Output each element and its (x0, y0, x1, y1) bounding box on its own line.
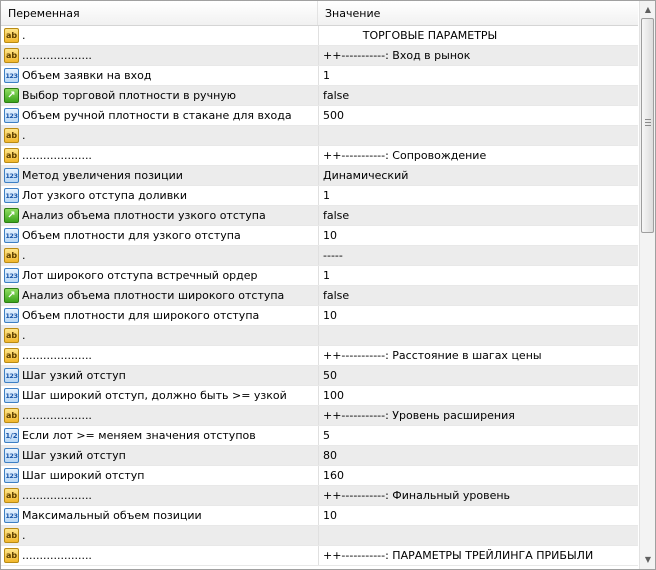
variable-value[interactable]: false (323, 289, 350, 302)
column-header-variable[interactable]: Переменная (1, 1, 318, 25)
integer-type-icon: 123 (4, 268, 19, 283)
variable-name: .................... (22, 549, 92, 562)
table-row[interactable] (1, 26, 638, 46)
table-row[interactable] (1, 186, 638, 206)
integer-type-icon: 123 (4, 228, 19, 243)
variable-name: Анализ объема плотности узкого отступа (22, 209, 266, 222)
variable-name: . (22, 249, 26, 262)
variable-value[interactable]: 50 (323, 369, 337, 382)
variable-value[interactable]: 100 (323, 389, 344, 402)
table-header (1, 1, 638, 26)
table-row[interactable] (1, 66, 638, 86)
variable-name: . (22, 329, 26, 342)
boolean-type-icon: ↗ (4, 288, 19, 303)
double-type-icon: 1/2 (4, 428, 19, 443)
boolean-type-icon: ↗ (4, 88, 19, 103)
variable-value[interactable] (323, 326, 635, 345)
string-type-icon: ab (4, 548, 19, 563)
table-row[interactable] (1, 246, 638, 266)
variable-name: Анализ объема плотности широкого отступа (22, 289, 285, 302)
table-row[interactable] (1, 226, 638, 246)
string-type-icon: ab (4, 248, 19, 263)
table-row[interactable] (1, 106, 638, 126)
string-type-icon: ab (4, 348, 19, 363)
variable-name: Объем плотности для широкого отступа (22, 309, 260, 322)
table-row[interactable] (1, 126, 638, 146)
variable-name: Шаг узкий отступ (22, 449, 126, 462)
boolean-type-icon: ↗ (4, 208, 19, 223)
table-row[interactable] (1, 386, 638, 406)
table-row[interactable] (1, 86, 638, 106)
variable-name: .................... (22, 349, 92, 362)
variable-value[interactable]: ТОРГОВЫЕ ПАРАМЕТРЫ (362, 29, 498, 42)
variable-value[interactable]: 500 (323, 109, 344, 122)
string-type-icon: ab (4, 48, 19, 63)
variable-value[interactable]: 10 (323, 229, 337, 242)
integer-type-icon: 123 (4, 468, 19, 483)
variable-value[interactable]: 1 (323, 69, 330, 82)
variable-value[interactable]: ++-----------: Расстояние в шагах цены (323, 349, 542, 362)
variable-name: . (22, 29, 26, 42)
variable-name: .................... (22, 149, 92, 162)
table-row[interactable] (1, 406, 638, 426)
variable-name: .................... (22, 409, 92, 422)
table-row[interactable] (1, 46, 638, 66)
integer-type-icon: 123 (4, 68, 19, 83)
variable-name: . (22, 129, 26, 142)
variable-value[interactable]: false (323, 209, 350, 222)
variable-name: Шаг широкий отступ, должно быть >= узкой (22, 389, 287, 402)
table-row[interactable] (1, 346, 638, 366)
variable-name: Метод увеличения позиции (22, 169, 183, 182)
string-type-icon: ab (4, 488, 19, 503)
variable-name: Шаг широкий отступ (22, 469, 145, 482)
variable-value[interactable] (323, 126, 635, 145)
string-type-icon: ab (4, 328, 19, 343)
variable-value[interactable]: 10 (323, 509, 337, 522)
table-row[interactable] (1, 486, 638, 506)
table-row[interactable] (1, 306, 638, 326)
variable-name: Шаг узкий отступ (22, 369, 126, 382)
integer-type-icon: 123 (4, 308, 19, 323)
variable-name: . (22, 529, 26, 542)
variable-value[interactable]: Динамический (323, 169, 409, 182)
variable-value[interactable]: 1 (323, 269, 330, 282)
table-row[interactable] (1, 166, 638, 186)
variable-value[interactable]: 80 (323, 449, 337, 462)
integer-type-icon: 123 (4, 168, 19, 183)
variable-name: Выбор торговой плотности в ручную (22, 89, 237, 102)
variable-value[interactable]: ----- (323, 249, 343, 262)
table-row[interactable] (1, 286, 638, 306)
table-body (1, 26, 638, 566)
table-row[interactable] (1, 526, 638, 546)
variable-value[interactable]: 1 (323, 189, 330, 202)
scroll-down-arrow-icon[interactable]: ▼ (644, 555, 652, 564)
string-type-icon: ab (4, 28, 19, 43)
variable-value[interactable]: ++-----------: Сопровождение (323, 149, 487, 162)
string-type-icon: ab (4, 408, 19, 423)
variable-value[interactable]: ++-----------: ПАРАМЕТРЫ ТРЕЙЛИНГА ПРИБЫЛИ (323, 549, 594, 562)
table-row[interactable] (1, 326, 638, 346)
string-type-icon: ab (4, 148, 19, 163)
table-row[interactable] (1, 426, 638, 446)
table-row[interactable] (1, 266, 638, 286)
integer-type-icon: 123 (4, 108, 19, 123)
variable-value[interactable]: ++-----------: Финальный уровень (323, 489, 511, 502)
table-row[interactable] (1, 506, 638, 526)
variable-name: Объем плотности для узкого отступа (22, 229, 241, 242)
variable-name: Лот широкого отступа встречный ордер (22, 269, 258, 282)
string-type-icon: ab (4, 528, 19, 543)
variable-value[interactable] (323, 526, 635, 545)
variable-value[interactable]: false (323, 89, 350, 102)
variable-value[interactable]: ++-----------: Вход в рынок (323, 49, 471, 62)
integer-type-icon: 123 (4, 368, 19, 383)
variable-name: .................... (22, 489, 92, 502)
integer-type-icon: 123 (4, 388, 19, 403)
variable-name: Максимальный объем позиции (22, 509, 202, 522)
variable-name: Если лот >= меняем значения отступов (22, 429, 256, 442)
table-row[interactable] (1, 466, 638, 486)
variable-value[interactable]: 10 (323, 309, 337, 322)
table-row[interactable] (1, 206, 638, 226)
integer-type-icon: 123 (4, 448, 19, 463)
variable-name: Объем ручной плотности в стакане для входа (22, 109, 292, 122)
variable-name: Объем заявки на вход (22, 69, 152, 82)
scroll-up-arrow-icon[interactable]: ▲ (644, 5, 652, 14)
scrollbar-thumb[interactable] (641, 18, 654, 233)
table-row[interactable] (1, 146, 638, 166)
table-row[interactable] (1, 546, 638, 566)
variable-value[interactable]: 160 (323, 469, 344, 482)
table-row[interactable] (1, 366, 638, 386)
vertical-scrollbar[interactable] (639, 1, 656, 569)
variable-name: .................... (22, 49, 92, 62)
integer-type-icon: 123 (4, 188, 19, 203)
variable-value[interactable]: 5 (323, 429, 330, 442)
integer-type-icon: 123 (4, 508, 19, 523)
string-type-icon: ab (4, 128, 19, 143)
variable-value[interactable]: ++-----------: Уровень расширения (323, 409, 515, 422)
variable-name: Лот узкого отступа доливки (22, 189, 187, 202)
column-header-value[interactable]: Значение (325, 7, 381, 20)
table-row[interactable] (1, 446, 638, 466)
